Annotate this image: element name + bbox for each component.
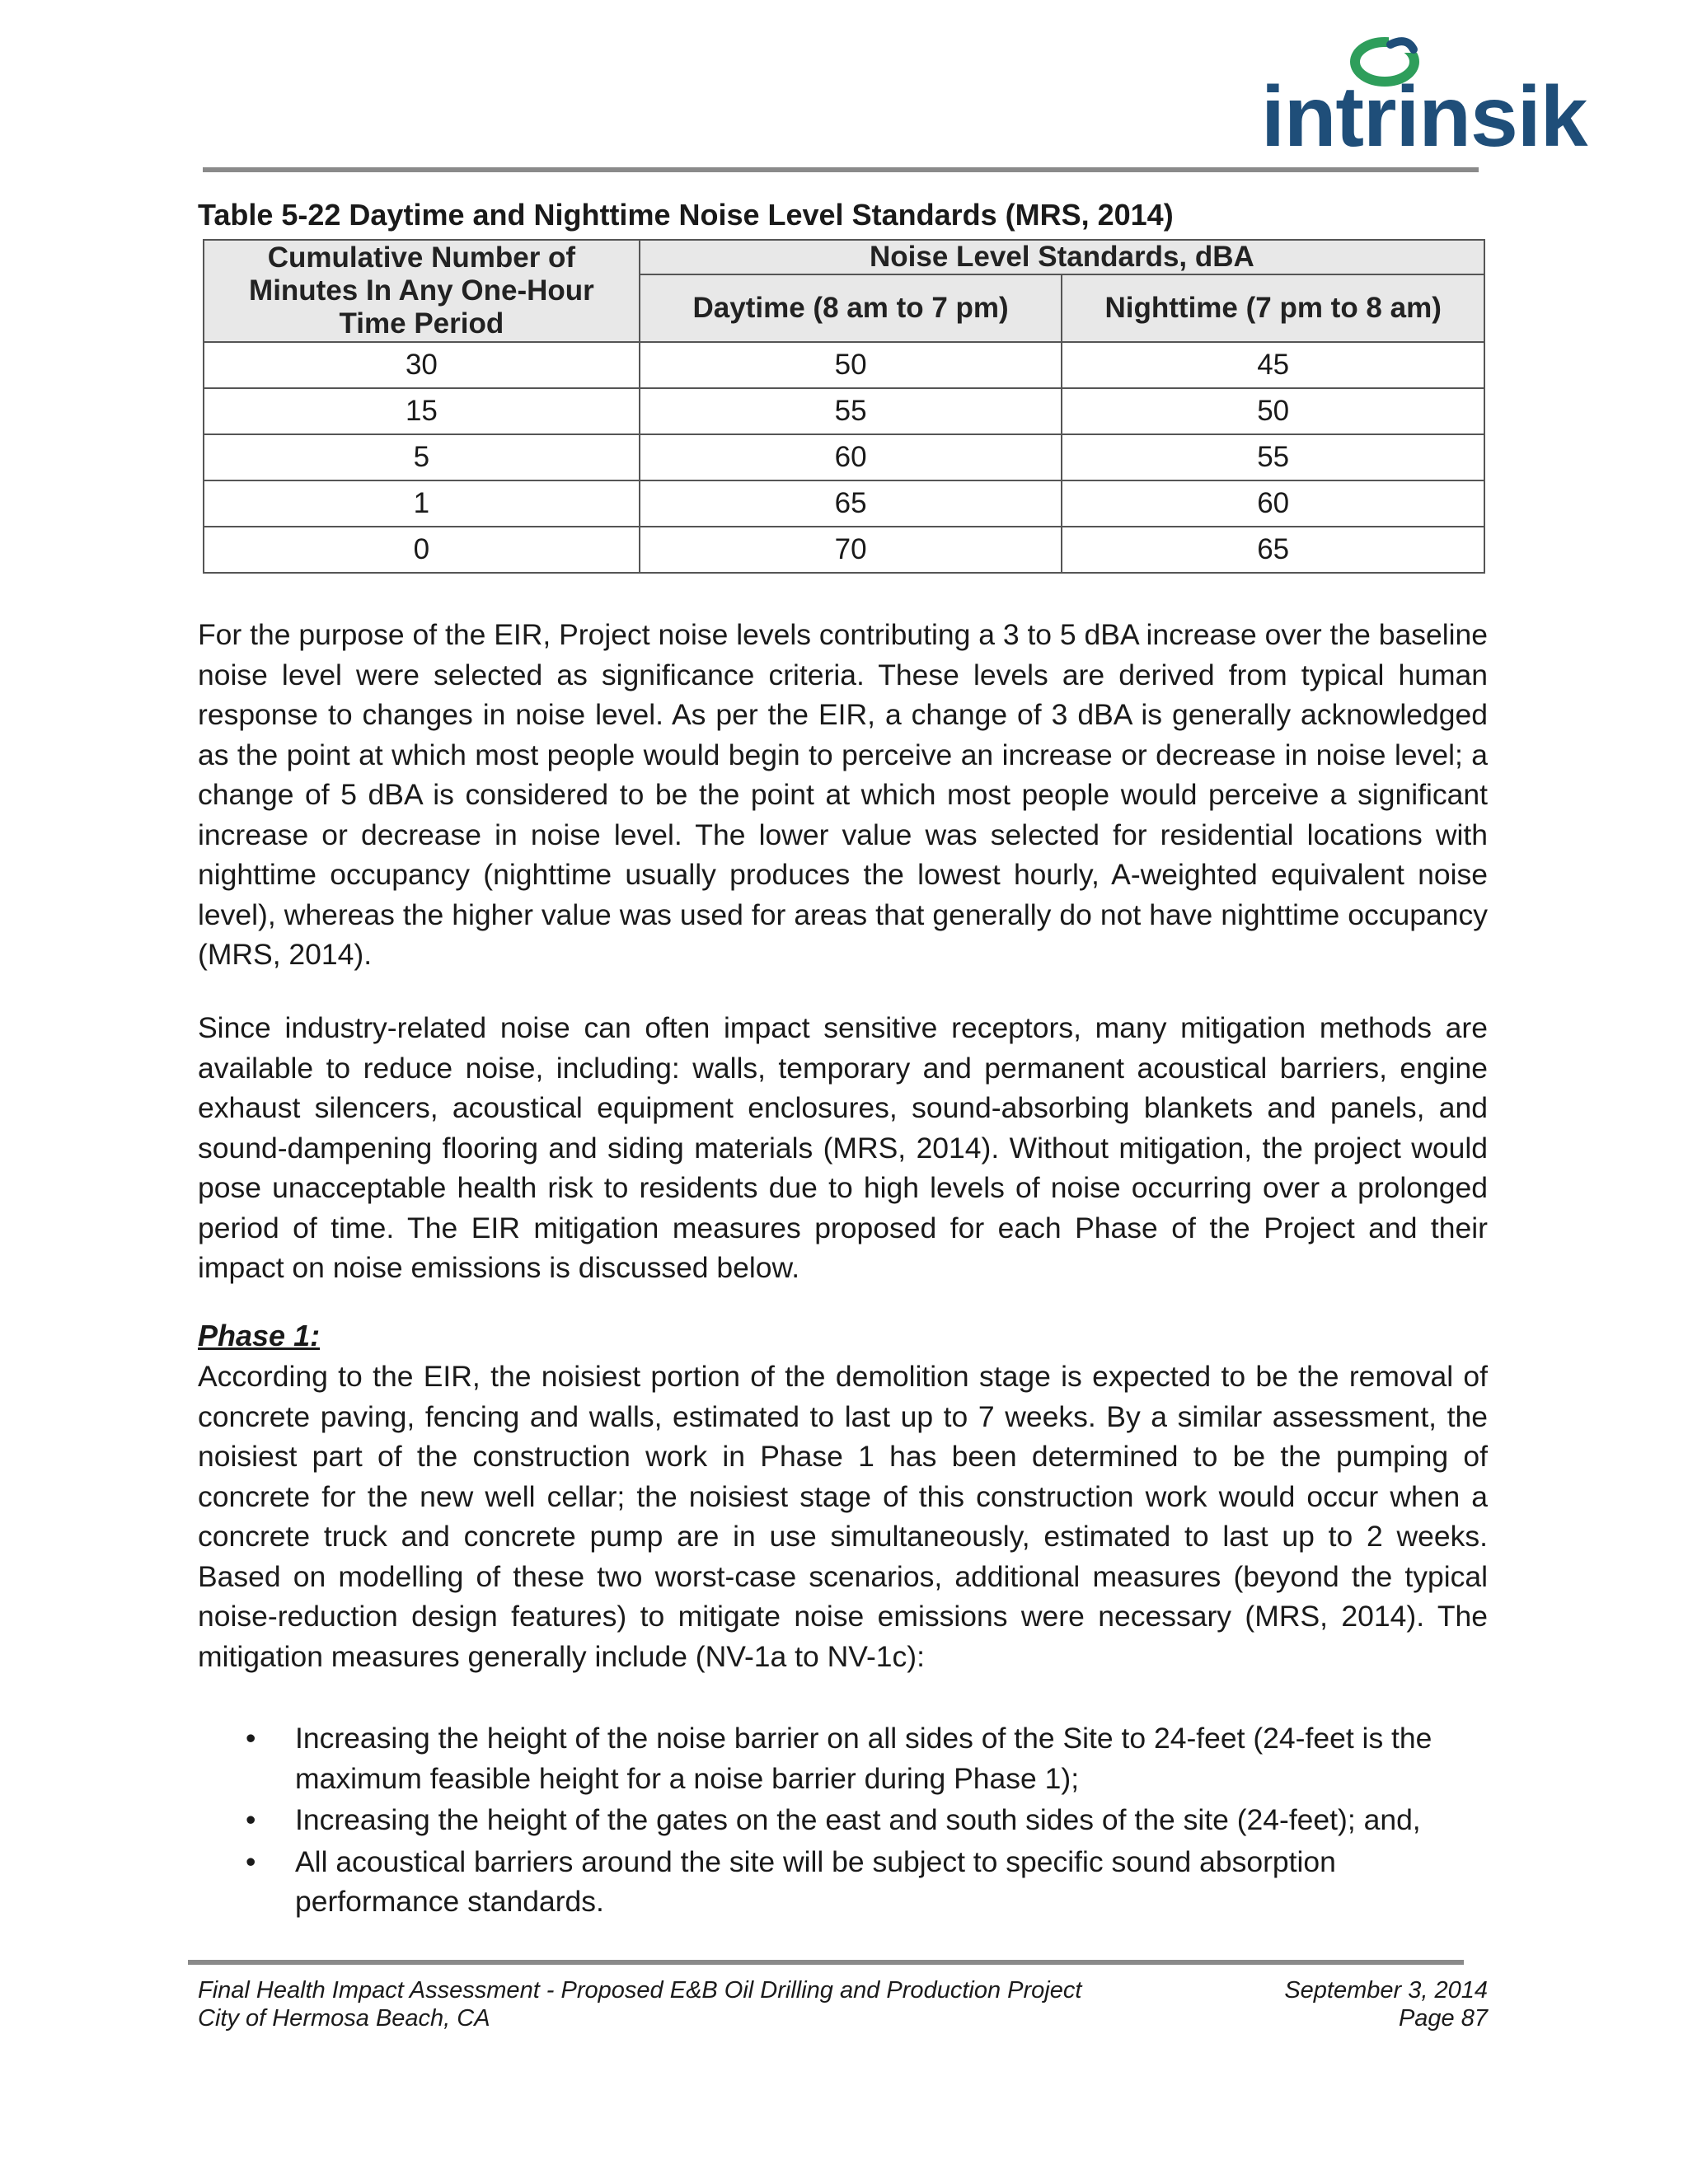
cell-daytime: 60: [640, 434, 1062, 480]
cell-daytime: 70: [640, 527, 1062, 573]
footer-rule: [188, 1960, 1464, 1965]
paragraph-significance-criteria: For the purpose of the EIR, Project noise levels contributing a 3 to 5 dBA increase over the baseline noise level were selected as significance criteria. These levels are derived from typical human response to changes in noise level. As per the EIR, a change of 3 dBA is generally acknowledged as the point at which most people would begin to perceive an increase or decrease in noise level; a change of 5 dBA is considered to be the point at which most people would perceive a significant increase or decrease in noise level. The lower value was selected for residential locations with nighttime occupancy (nighttime usually produces the lowest hourly, A-weighted equivalent noise level), whereas the higher value was used for areas that generally do not have nighttime occupancy (MRS, 2014).: [198, 618, 1488, 971]
cell-daytime: 50: [640, 342, 1062, 388]
table-row: [204, 480, 1484, 527]
cell-minutes: 30: [204, 342, 640, 388]
list-item: [198, 1842, 1488, 1922]
footer-date: September 3, 2014: [1284, 1977, 1488, 2004]
cell-nighttime: 45: [1062, 342, 1484, 388]
cell-nighttime: 50: [1062, 388, 1484, 434]
noise-level-group-header: Noise Level Standards, dBA: [640, 240, 1484, 274]
intrinsik-logo: [1261, 33, 1587, 165]
list-item: [198, 1718, 1488, 1798]
table-row: [204, 388, 1484, 434]
paragraph-phase-1: According to the EIR, the noisiest portion of the demolition stage is expected to be the removal of concrete paving, fencing and walls, estimated to last up to 7 weeks. By a similar assessment, the noisiest part of the construction work in Phase 1 has been determined to be the pumping of concrete for the new well cellar; the noisiest stage of this construction work would occur when a concrete truck and concrete pump are in use simultaneously, estimated to last up to 2 weeks. Based on modelling of these two worst-case scenarios, additional measures (beyond the typical noise-reduction design features) to mitigate noise emissions were necessary (MRS, 2014). The mitigation measures generally include (NV-1a to NV-1c):: [198, 1360, 1488, 1673]
table-header-row: [204, 240, 1484, 274]
footer-location: City of Hermosa Beach, CA: [198, 2005, 490, 2032]
bullet-icon: •: [246, 1803, 256, 1836]
cell-minutes: 0: [204, 527, 640, 573]
list-item-text: Increasing the height of the gates on the east and south sides of the site (24-feet); and,: [295, 1803, 1421, 1836]
cell-daytime: 55: [640, 388, 1062, 434]
table-row: [204, 527, 1484, 573]
bullet-icon: •: [246, 1844, 256, 1878]
cell-nighttime: 60: [1062, 480, 1484, 527]
table-title: Table 5-22 Daytime and Nighttime Noise Level Standards (MRS, 2014): [198, 198, 1174, 232]
cell-minutes: 5: [204, 434, 640, 480]
header-rule: [203, 167, 1479, 172]
col-minutes-header: Cumulative Number of Minutes In Any One-Hour Time Period: [204, 240, 640, 342]
col-daytime-header: Daytime (8 am to 7 pm): [640, 274, 1062, 342]
cell-nighttime: 55: [1062, 434, 1484, 480]
table-row: [204, 434, 1484, 480]
bullet-icon: •: [246, 1722, 256, 1755]
cell-minutes: 15: [204, 388, 640, 434]
footer-page-number: Page 87: [1398, 2005, 1488, 2032]
footer-report-title: Final Health Impact Assessment - Proposed E&B Oil Drilling and Production Project: [198, 1977, 1082, 2004]
logo-wordmark: intrinsik: [1261, 69, 1587, 165]
table-row: [204, 342, 1484, 388]
list-item: [198, 1800, 1488, 1840]
cell-daytime: 65: [640, 480, 1062, 527]
mitigation-measures-list: [198, 1718, 1488, 1924]
phase-1-heading: Phase 1:: [198, 1319, 321, 1352]
list-item-text: All acoustical barriers around the site will be subject to specific sound absorption performance standards.: [295, 1844, 1336, 1918]
cell-nighttime: 65: [1062, 527, 1484, 573]
list-item-text: Increasing the height of the noise barrier on all sides of the Site to 24-feet (24-feet is the maximum feasible height for a noise barrier during Phase 1);: [295, 1722, 1432, 1795]
col-nighttime-header: Nighttime (7 pm to 8 am): [1062, 274, 1484, 342]
paragraph-mitigation-methods: Since industry-related noise can often impact sensitive receptors, many mitigation methods are available to reduce noise, including: walls, temporary and permanent acoustical barriers, engine exhaust silencers, acoustical equipment enclosures, sound-absorbing blankets and panels, and sound-dampening flooring and siding materials (MRS, 2014). Without mitigation, the project would pose unacceptable health risk to residents due to high levels of noise occurring over a prolonged period of time. The EIR mitigation measures proposed for each Phase of the Project and their impact on noise emissions is discussed below.: [198, 1011, 1488, 1284]
noise-standards-table: [203, 239, 1485, 574]
cell-minutes: 1: [204, 480, 640, 527]
